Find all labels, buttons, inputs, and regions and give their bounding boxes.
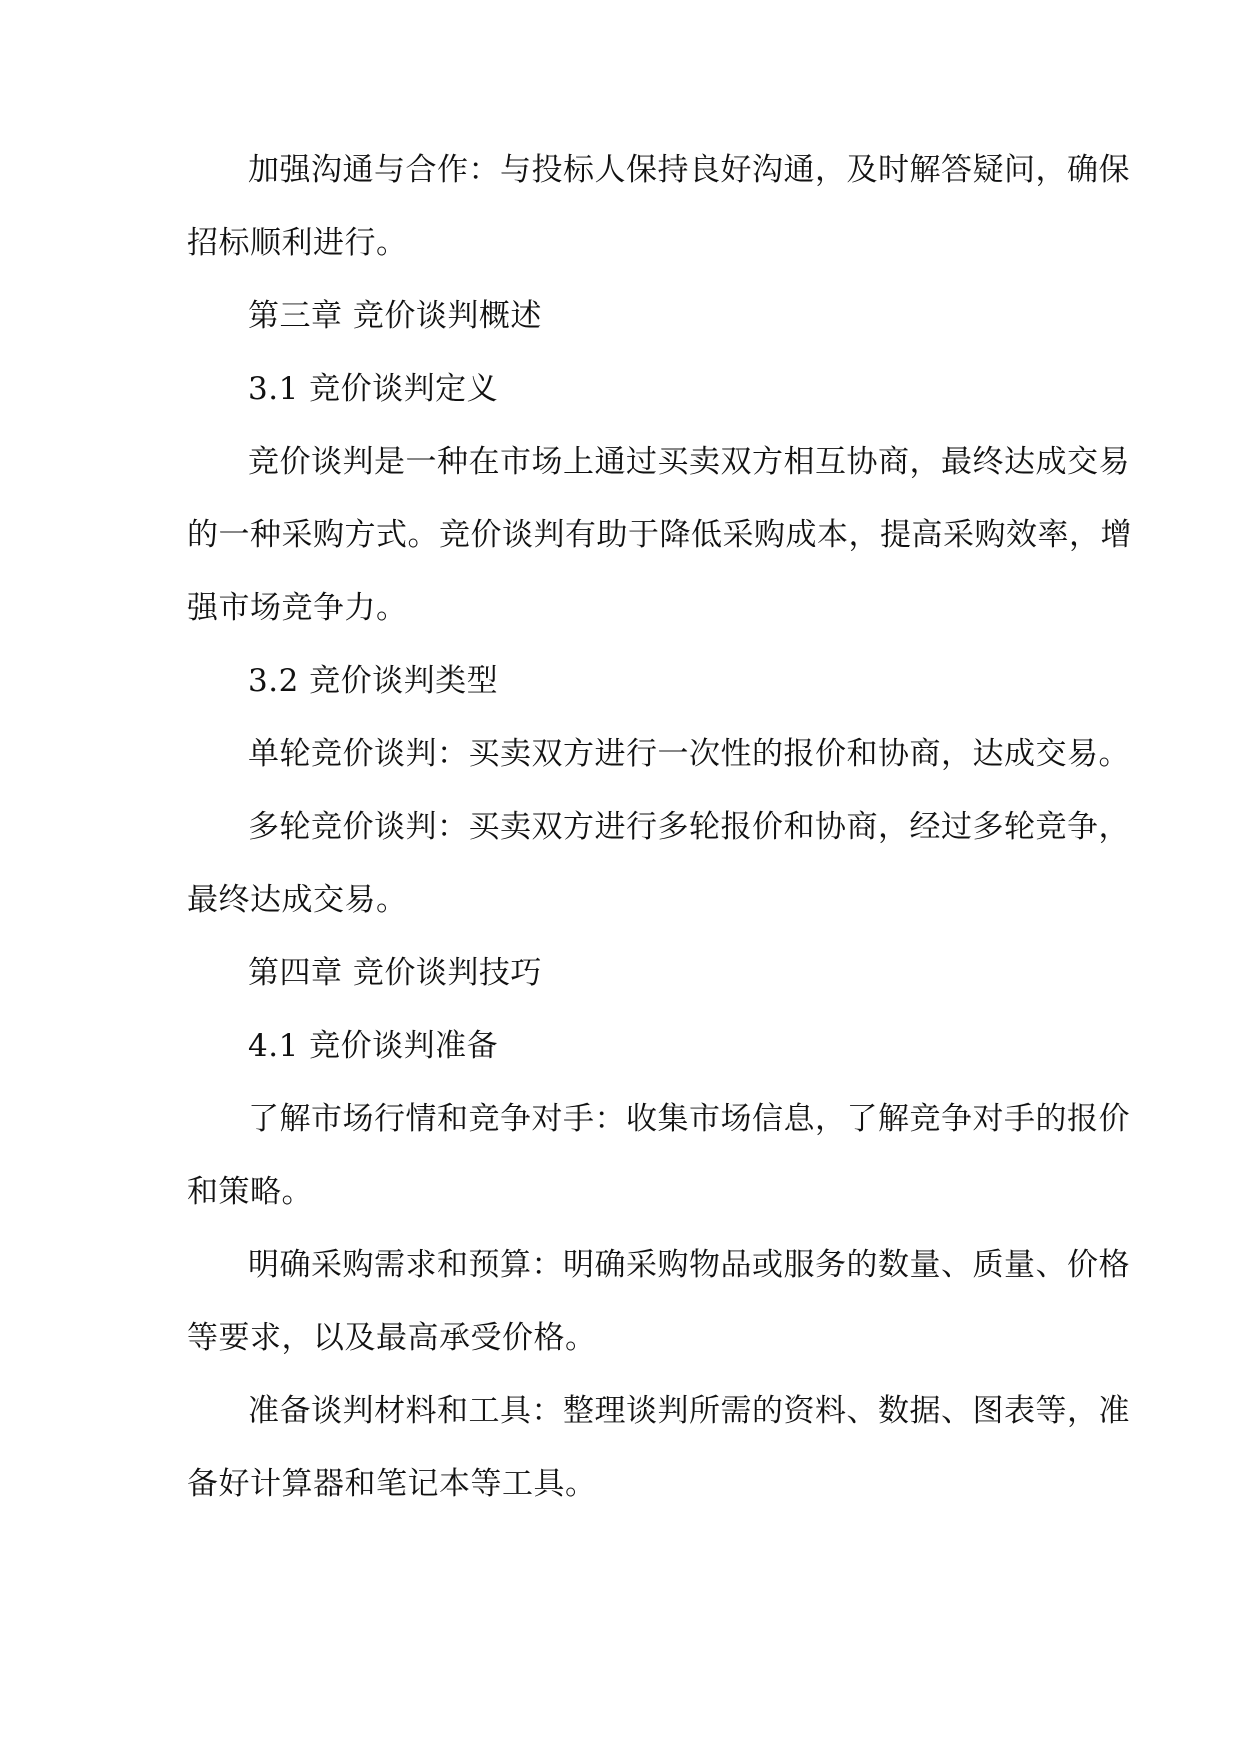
paragraph-line: 招标顺利进行。 bbox=[187, 225, 408, 261]
paragraph-line: 单轮竞价谈判：买卖双方进行一次性的报价和协商，达成交易。 bbox=[248, 736, 1130, 772]
paragraph-line: 竞价谈判是一种在市场上通过买卖双方相互协商，最终达成交易 bbox=[248, 444, 1130, 480]
chapter-heading: 第三章 竞价谈判概述 bbox=[248, 298, 542, 334]
paragraph-line: 的一种采购方式。竞价谈判有助于降低采购成本，提高采购效率，增 bbox=[187, 517, 1132, 553]
document-body bbox=[187, 140, 1132, 1527]
paragraph-line: 强市场竞争力。 bbox=[187, 590, 408, 626]
paragraph-line: 加强沟通与合作：与投标人保持良好沟通，及时解答疑问，确保 bbox=[248, 152, 1130, 188]
paragraph-line: 等要求，以及最高承受价格。 bbox=[187, 1320, 597, 1356]
paragraph-line: 准备谈判材料和工具：整理谈判所需的资料、数据、图表等，准 bbox=[248, 1393, 1130, 1429]
chapter-heading: 第四章 竞价谈判技巧 bbox=[248, 955, 542, 991]
paragraph-line: 和策略。 bbox=[187, 1174, 313, 1210]
paragraph-line: 了解市场行情和竞争对手：收集市场信息，了解竞争对手的报价 bbox=[248, 1101, 1130, 1137]
section-heading: 3.2 竞价谈判类型 bbox=[248, 663, 499, 699]
section-heading: 4.1 竞价谈判准备 bbox=[248, 1028, 499, 1064]
paragraph-line: 多轮竞价谈判：买卖双方进行多轮报价和协商，经过多轮竞争， bbox=[248, 809, 1130, 845]
paragraph-line: 备好计算器和笔记本等工具。 bbox=[187, 1466, 597, 1502]
paragraph-line: 明确采购需求和预算：明确采购物品或服务的数量、质量、价格 bbox=[248, 1247, 1130, 1283]
paragraph-line: 最终达成交易。 bbox=[187, 882, 408, 918]
section-heading: 3.1 竞价谈判定义 bbox=[248, 371, 499, 407]
